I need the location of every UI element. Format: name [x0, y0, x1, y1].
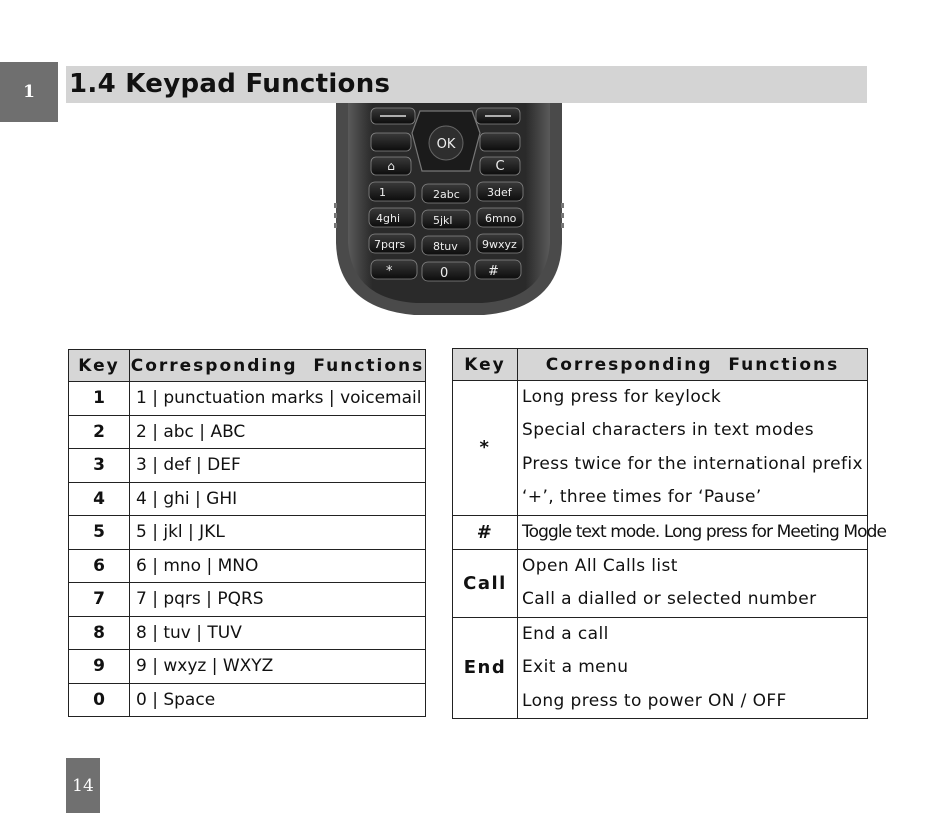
key-cell: 7 — [69, 583, 130, 617]
column-header-functions: Corresponding Functions — [130, 350, 426, 382]
function-cell: 6 | mno | MNO — [130, 549, 426, 583]
function-cell — [518, 381, 868, 516]
key-cell: 1 — [69, 382, 130, 416]
function-line: Toggle text mode. Long press for Meeting Mode — [522, 521, 887, 542]
function-cell — [518, 515, 887, 549]
table-row — [69, 683, 426, 717]
function-line: Special characters in text modes — [522, 420, 815, 441]
function-cell: 3 | def | DEF — [130, 449, 426, 483]
key-cell: 4 — [69, 482, 130, 516]
key-5-label: 5jkl — [433, 214, 453, 227]
key-cell: 0 — [69, 683, 130, 717]
key-1-label: 1 — [379, 186, 386, 199]
function-cell: 7 | pqrs | PQRS — [130, 583, 426, 617]
function-cell: 1 | punctuation marks | voicemail — [130, 382, 426, 416]
key-4-label: 4ghi — [376, 212, 401, 225]
function-line: Long press for keylock — [522, 387, 722, 407]
key-8-label: 8tuv — [433, 240, 458, 253]
table-row — [453, 381, 868, 516]
table-row — [69, 382, 426, 416]
chapter-tab: 1 — [0, 62, 58, 122]
function-line: Open All Calls list — [522, 555, 678, 576]
function-line: ‘+’, three times for ‘Pause’ — [522, 487, 762, 508]
key-cell: 8 — [69, 616, 130, 650]
table-row — [453, 549, 868, 617]
column-header-key: Key — [69, 350, 130, 382]
key-cell: 2 — [69, 415, 130, 449]
column-header-key: Key — [453, 349, 518, 381]
key-cell: 6 — [69, 549, 130, 583]
key-3-label: 3def — [487, 186, 512, 199]
key-6-label: 6mno — [485, 212, 517, 225]
key-cell: 3 — [69, 449, 130, 483]
table-row — [69, 583, 426, 617]
keys-table-right — [452, 348, 887, 719]
function-line: End a call — [522, 623, 609, 644]
table-row — [69, 650, 426, 684]
function-cell: 0 | Space — [130, 683, 426, 717]
key-2-label: 2abc — [433, 188, 460, 201]
function-cell: 9 | wxyz | WXYZ — [130, 650, 426, 684]
function-cell — [518, 549, 868, 617]
function-cell: 2 | abc | ABC — [130, 415, 426, 449]
key-cell: # — [453, 515, 518, 549]
svg-text:⌂: ⌂ — [387, 159, 395, 173]
key-0-label: 0 — [440, 266, 449, 281]
key-cell: End — [453, 617, 518, 718]
function-line: Long press to power ON / OFF — [522, 690, 787, 711]
table-row — [69, 415, 426, 449]
key-cell: 5 — [69, 516, 130, 550]
phone-keypad-image — [334, 103, 564, 318]
key-hash-label: # — [488, 264, 499, 279]
key-cell: * — [453, 381, 518, 516]
key-star-label: * — [386, 264, 393, 279]
function-line: Exit a menu — [522, 657, 629, 678]
table-row — [69, 549, 426, 583]
svg-text:OK: OK — [436, 137, 456, 152]
function-line: Call a dialled or selected number — [522, 589, 817, 610]
key-cell: 9 — [69, 650, 130, 684]
key-7-label: 7pqrs — [374, 238, 406, 251]
key-cell: Call — [453, 549, 518, 617]
function-cell: 8 | tuv | TUV — [130, 616, 426, 650]
column-header-functions: Corresponding Functions — [518, 349, 868, 381]
page-number: 14 — [66, 758, 100, 813]
table-row — [453, 617, 868, 718]
key-9-label: 9wxyz — [482, 238, 517, 251]
title-bar — [66, 66, 867, 103]
table-row — [453, 515, 868, 549]
keys-table-left — [68, 349, 426, 717]
table-row — [69, 449, 426, 483]
table-row — [69, 616, 426, 650]
table-row — [69, 482, 426, 516]
svg-text:C: C — [495, 159, 505, 174]
function-cell: 5 | jkl | JKL — [130, 516, 426, 550]
page-title: 1.4 Keypad Functions — [69, 69, 391, 99]
function-cell — [518, 617, 868, 718]
function-cell: 4 | ghi | GHI — [130, 482, 426, 516]
function-line: Press twice for the international prefix — [522, 453, 863, 474]
table-row — [69, 516, 426, 550]
